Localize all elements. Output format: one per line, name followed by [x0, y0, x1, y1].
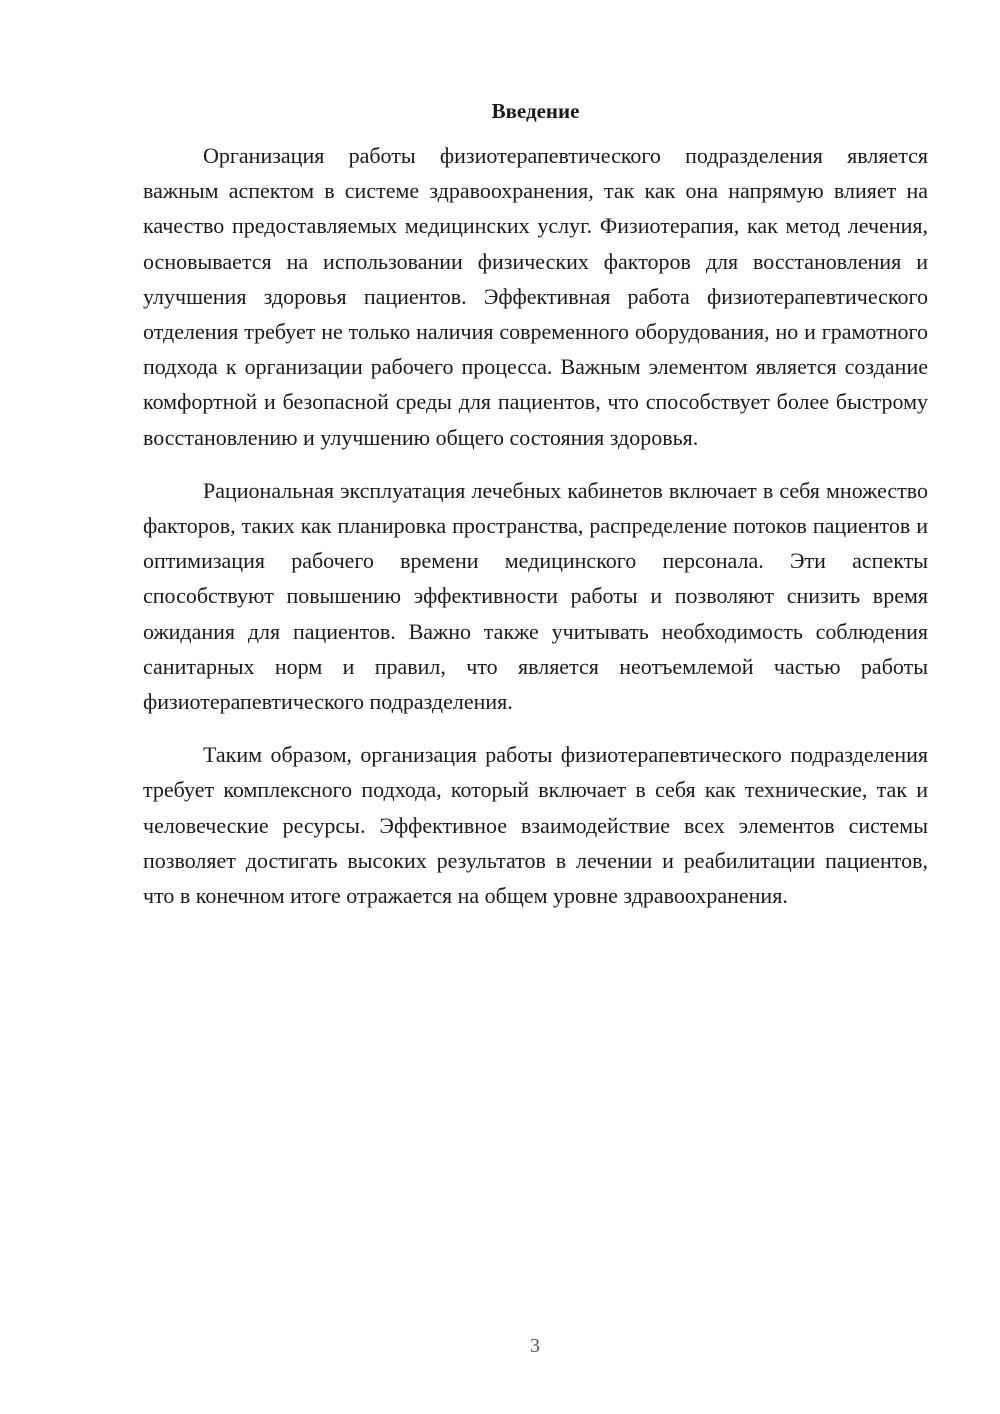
paragraph-2: Рациональная эксплуатация лечебных кабинетов включает в себя множество факторов, таких как планировка пространства, распределение потоков пациентов и оптимизация рабочего времени медицинского персонала. Эти аспекты способствуют повышению эффективности работы и позволяют снизить время ожидания для пациентов. Важно также учитывать необходимость соблюдения санитарных норм и правил, что является неотъемлемой частью работы физиотерапевтического подразделения. — [143, 477, 928, 715]
section-title: Введение — [491, 99, 580, 123]
paragraph-3: Таким образом, организация работы физиотерапевтического подразделения требует комплексного подхода, который включает в себя как технические, так и человеческие ресурсы. Эффективное взаимодействие всех элементов системы позволяет достигать высоких результатов в лечении и реабилитации пациентов, что в конечном итоге отражается на общем уровне здравоохранения. — [143, 742, 928, 909]
paragraph-1: Организация работы физиотерапевтического подразделения является важным аспектом в системе здравоохранения, так как она напрямую влияет на качество предоставляемых медицинских услуг. Физиотерапия, как метод лечения, основывается на использовании физических факторов для восстановления и улучшения здоровья пациентов. Эффективная работа физиотерапевтического отделения требует не только наличия современного оборудования, но и грамотного подхода к организации рабочего процесса. Важным элементом является создание комфортной и безопасной среды для пациентов, что способствует более быстрому восстановлению и улучшению общего состояния здоровья. — [143, 143, 928, 450]
page-content — [143, 96, 928, 931]
page-number: 3 — [530, 1335, 540, 1357]
